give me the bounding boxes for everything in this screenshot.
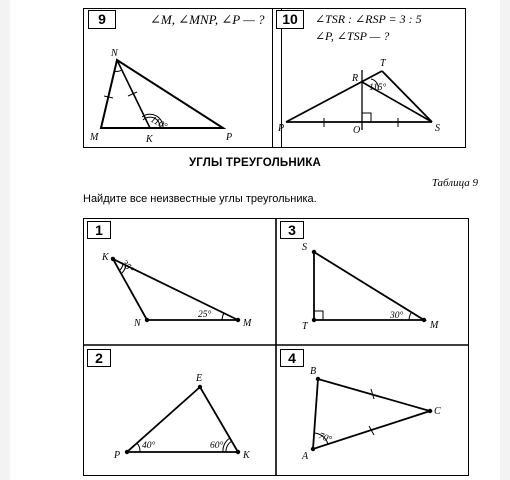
label-r: R (352, 73, 359, 84)
angle-25: 25° (198, 310, 212, 320)
label-o: O (353, 125, 361, 136)
cell-2-number: 2 (87, 349, 111, 367)
table-label: Таблица 9 (431, 177, 478, 189)
label-e: E (196, 373, 203, 384)
label-m: M (90, 132, 99, 143)
label-m: M (430, 320, 439, 331)
problem-9-task: ∠M, ∠MNP, ∠P — ? (150, 12, 265, 27)
angle-60: 60° (210, 441, 224, 451)
label-m: M (243, 318, 252, 329)
label-c: C (434, 406, 441, 417)
cell-3-number: 3 (280, 221, 304, 239)
angle-35: 35° (118, 258, 135, 276)
problem-10-number: 10 (276, 10, 304, 29)
label-n: N (111, 48, 118, 59)
instruction-text: Найдите все неизвестные углы треугольника. (83, 193, 317, 205)
angle-110: 110° (148, 114, 169, 133)
label-s: S (435, 123, 440, 134)
label-p: P (114, 450, 121, 461)
label-k: K (243, 450, 250, 461)
label-n: N (134, 318, 141, 329)
angle-40: 40° (142, 441, 156, 451)
cell-1-number: 1 (87, 221, 111, 239)
textbook-page (10, 0, 500, 480)
figure-4 (10, 0, 500, 480)
angle-30: 30° (390, 311, 404, 321)
label-p: P (226, 132, 233, 143)
cell-4-number: 4 (280, 349, 304, 367)
label-p: P (278, 123, 285, 134)
angle-115: 115° (369, 83, 387, 93)
problem-10-task-line2: ∠P, ∠TSP — ? (315, 29, 390, 43)
label-a: A (302, 451, 309, 462)
label-k: K (146, 134, 153, 145)
problem-10-task-line1: ∠TSR : ∠RSP = 3 : 5 (315, 12, 422, 26)
angle-70: 70° (316, 431, 333, 446)
label-t: T (380, 58, 386, 69)
label-t: T (302, 321, 308, 332)
label-s: S (302, 242, 307, 253)
label-k: K (102, 252, 109, 263)
label-b: B (310, 366, 317, 377)
problem-9-number: 9 (88, 10, 116, 29)
section-heading: УГЛЫ ТРЕУГОЛЬНИКА (188, 157, 322, 169)
